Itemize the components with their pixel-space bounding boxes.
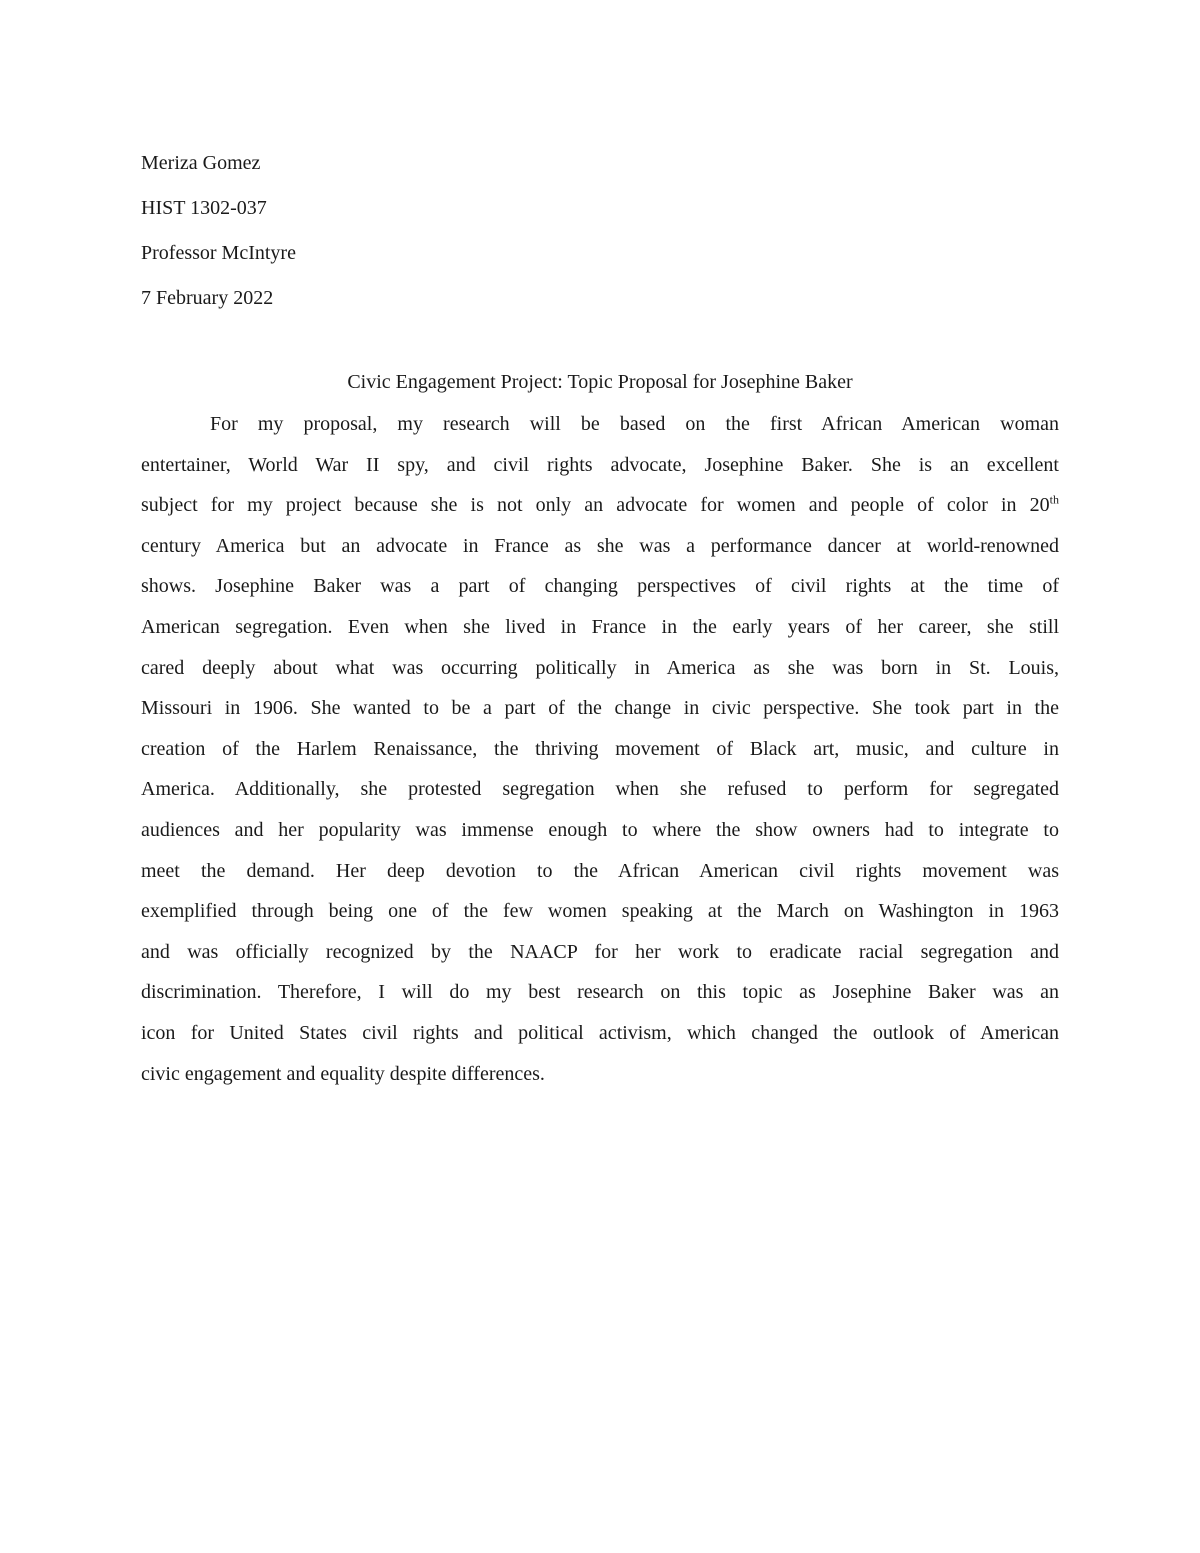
paragraph-line: America. Additionally, she protested segregation when she refused to perform for segregated	[141, 778, 1059, 801]
ordinal-superscript: th	[1049, 492, 1059, 507]
paragraph-line: exemplified through being one of the few women speaking at the March on Washington in 1963	[141, 900, 1059, 923]
paragraph-line: For my proposal, my research will be based on the first African American woman	[210, 413, 1059, 435]
document-header	[141, 141, 1061, 321]
paragraph-line: subject for my project because she is not only an advocate for women and people of color in 20th	[141, 492, 1059, 517]
paragraph-line: creation of the Harlem Renaissance, the thriving movement of Black art, music, and culture in	[141, 737, 1059, 760]
paragraph-line: civic engagement and equality despite differences.	[141, 1062, 545, 1085]
paragraph-line: audiences and her popularity was immense enough to where the show owners had to integrate to	[141, 818, 1059, 841]
paragraph-line: American segregation. Even when she lived in France in the early years of her career, she still	[141, 615, 1059, 638]
proposal-paragraph	[141, 404, 1059, 1094]
paragraph-line: Missouri in 1906. She wanted to be a part of the change in civic perspective. She took part in the	[141, 697, 1059, 720]
paragraph-line: meet the demand. Her deep devotion to the African American civil rights movement was	[141, 859, 1059, 882]
paragraph-line: shows. Josephine Baker was a part of changing perspectives of civil rights at the time of	[141, 575, 1059, 598]
paragraph-line: and was officially recognized by the NAACP for her work to eradicate racial segregation and	[141, 940, 1059, 963]
paragraph-line: century America but an advocate in France as she was a performance dancer at world-renowned	[141, 534, 1059, 557]
document-date: 7 February 2022	[141, 287, 274, 309]
professor-name: Professor McIntyre	[141, 242, 296, 264]
document-title: Civic Engagement Project: Topic Proposal for Josephine Baker	[347, 371, 853, 393]
paragraph-line: icon for United States civil rights and political activism, which changed the outlook of American	[141, 1021, 1059, 1044]
paragraph-line: discrimination. Therefore, I will do my best research on this topic as Josephine Baker was an	[141, 981, 1059, 1004]
paragraph-line: cared deeply about what was occurring politically in America as she was born in St. Louis,	[141, 656, 1059, 679]
paragraph-line: entertainer, World War II spy, and civil rights advocate, Josephine Baker. She is an excellent	[141, 453, 1059, 476]
author-name: Meriza Gomez	[141, 152, 261, 174]
course-code: HIST 1302-037	[141, 197, 267, 219]
